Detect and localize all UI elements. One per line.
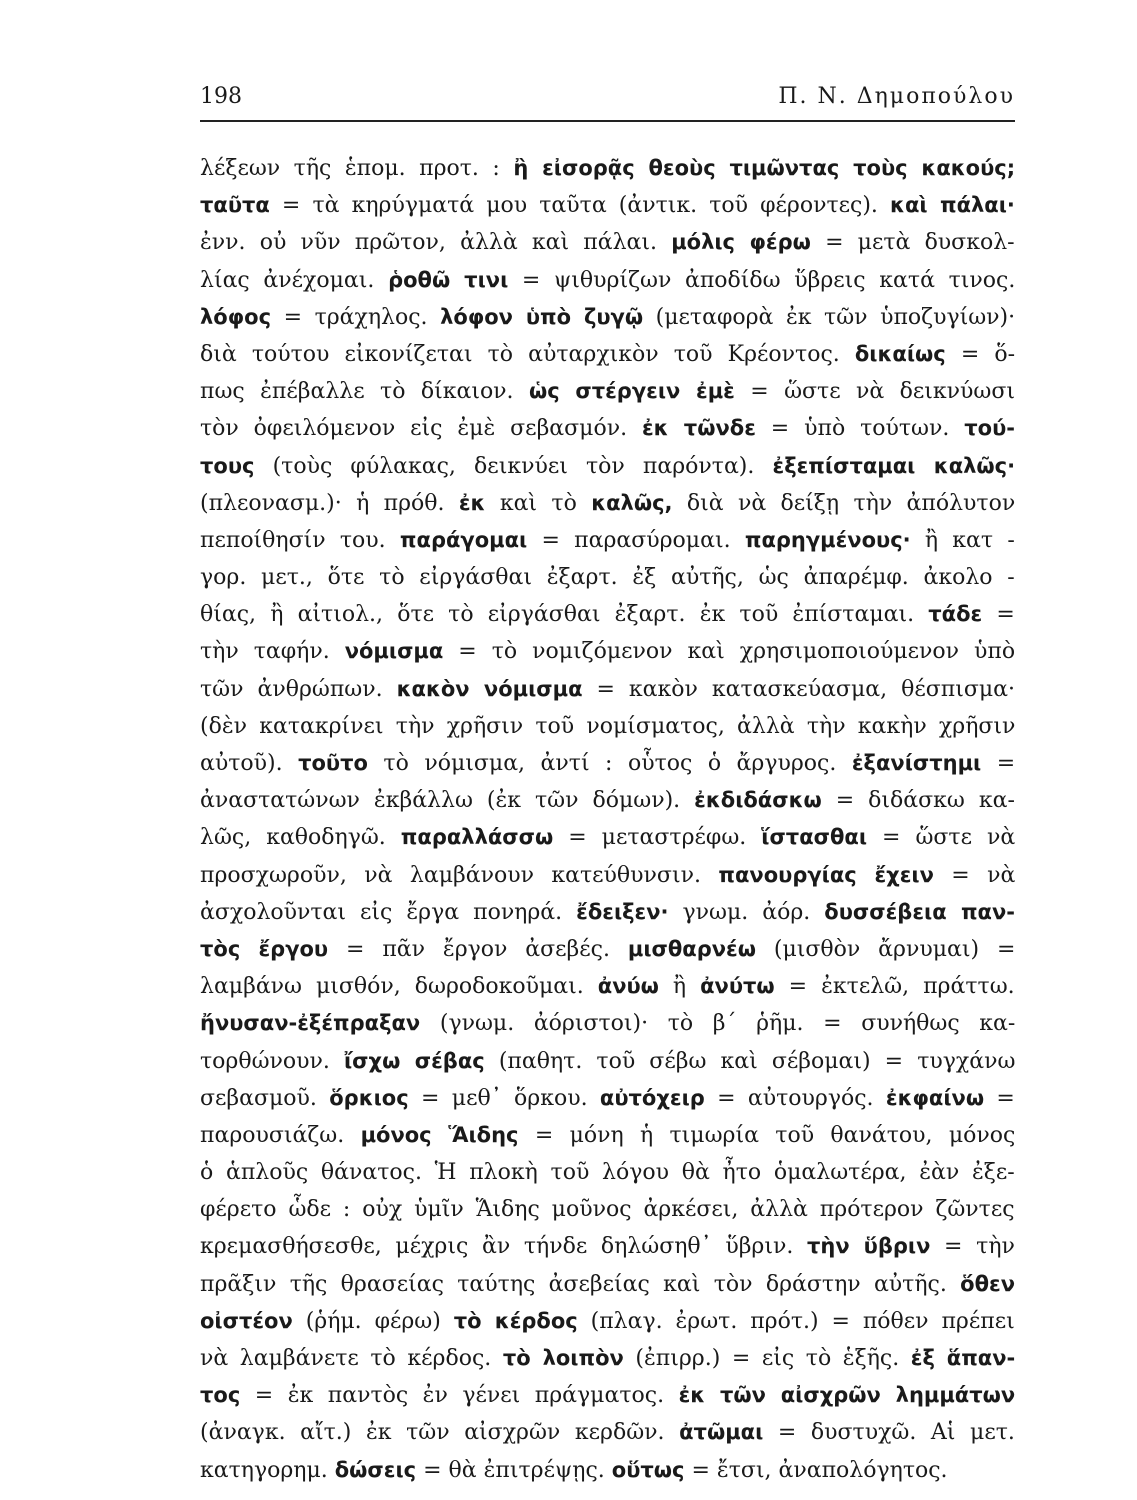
gloss-text: πρᾶξιν τῆς θρασείας ταύτης ἀσεβείας καὶ τὸν δράστην αὐτῆς.: [200, 1271, 961, 1297]
lemma-term: τὴν ὕβριν: [807, 1234, 931, 1259]
lemma-term: ἢ εἰσορᾷς θεοὺς τιμῶντας τοὺς κακούς;: [513, 156, 1016, 180]
text-line: [200, 1080, 1020, 1117]
gloss-text: = τὸ νομιζόμενον καὶ χρησιμοποιούμενον ὑπὸ: [443, 639, 1016, 665]
lemma-term: ταῦτα: [200, 193, 270, 218]
gloss-text: αὐτοῦ).: [200, 751, 299, 776]
text-line: [200, 1117, 1020, 1154]
gloss-text: ἐνν. οὐ νῦν πρῶτον, ἀλλὰ καὶ πάλαι.: [200, 230, 672, 256]
lemma-term: λόφον ὑπὸ ζυγῷ: [440, 304, 644, 329]
text-line: [200, 336, 1020, 373]
lemma-term: παρηγμένους·: [744, 527, 911, 552]
text-line: [200, 1191, 1020, 1228]
gloss-text: (γνωμ. ἀόριστοι)· τὸ β΄ ῥῆμ. = συνήθως κα-: [420, 1011, 1016, 1037]
gloss-text: (τοὺς φύλακας, δεικνύει τὸν παρόντα).: [254, 453, 773, 479]
gloss-text: = ὥστε νὰ δεικνύωσι: [734, 379, 1015, 405]
gloss-text: λέξεων τῆς ἑπομ. προτ. :: [200, 156, 514, 181]
gloss-text: (δὲν κατακρίνει τὴν χρῆσιν τοῦ νομίσματος, ἀλλὰ τὴν κακὴν χρῆσιν: [200, 713, 1016, 739]
lemma-term: μισθαρνέω: [627, 936, 756, 961]
gloss-text: νὰ λαμβάνετε τὸ κέρδος.: [200, 1346, 503, 1371]
lemma-term: ἐκφαίνω: [885, 1085, 985, 1110]
gloss-text: = ἐκ παντὸς ἐν γένει πράγματος.: [240, 1383, 679, 1409]
gloss-text: = τὰ κηρύγματά μου ταῦτα (ἀντικ. τοῦ φέροντες).: [269, 193, 891, 219]
gloss-text: τὸ νόμισμα, ἀντί : οὗτος ὁ ἄργυρος.: [367, 751, 852, 776]
lemma-term: τοῦτο: [298, 751, 368, 775]
lemma-term: δικαίως: [854, 341, 946, 366]
lemma-term: μόλις φέρω: [671, 230, 811, 255]
gloss-text: (πλαγ. ἐρωτ. πρότ.) = πόθεν πρέπει: [577, 1308, 1015, 1334]
text-line: [200, 262, 1020, 299]
gloss-text: = αὐτουργός.: [704, 1085, 886, 1111]
lemma-term: δώσεις: [334, 1457, 417, 1482]
text-line: [200, 485, 1020, 522]
lemma-term: τὸ λοιπὸν: [502, 1346, 624, 1370]
header-rule: [200, 120, 1015, 122]
text-line: [200, 1005, 1020, 1042]
gloss-text: διὰ τούτου εἰκονίζεται τὸ αὐταρχικὸν τοῦ Κρέοντος.: [200, 341, 855, 367]
gloss-text: λαμβάνω μισθόν, δωροδοκοῦμαι.: [200, 974, 598, 1000]
text-line: [200, 373, 1020, 410]
text-line: [200, 559, 1020, 596]
gloss-text: γνωμ. ἀόρ.: [668, 899, 825, 925]
text-line: [200, 187, 1020, 224]
text-line: [200, 931, 1020, 968]
lemma-term: ἔδειξεν·: [576, 899, 669, 924]
gloss-text: πεποίθησίν του.: [200, 527, 400, 553]
gloss-text: καὶ τὸ: [485, 490, 592, 516]
gloss-text: = ὑπὸ τούτων.: [755, 416, 965, 442]
gloss-text: = μεταστρέφω.: [553, 825, 762, 851]
text-line: [200, 448, 1020, 485]
lemma-term: τάδε: [928, 602, 983, 627]
lemma-term: οὕτως: [611, 1457, 685, 1482]
lemma-term: κακὸν νόμισμα: [396, 676, 583, 701]
page-number: 198: [200, 84, 242, 109]
text-line: [200, 1414, 1020, 1451]
gloss-text: ὁ ἁπλοῦς θάνατος. Ἡ πλοκὴ τοῦ λόγου θὰ ἦτο ὁμαλωτέρα, ἐὰν ἐξε-: [200, 1160, 1015, 1186]
text-line: [200, 745, 1020, 782]
gloss-text: (παθητ. τοῦ σέβω καὶ σέβομαι) = τυγχάνω: [484, 1048, 1016, 1074]
gloss-text: = ὅ-: [945, 341, 1016, 367]
gloss-text: (ἐπιρρ.) = εἰς τὸ ἑξῆς.: [623, 1346, 911, 1371]
lemma-term: ἐκ τῶνδε: [641, 416, 756, 441]
lemma-term: ἤνυσαν-ἐξέπραξαν: [200, 1011, 421, 1036]
lemma-term: οἰστέον: [200, 1308, 293, 1333]
gloss-text: τὸν ὀφειλόμενον εἰς ἐμὲ σεβασμόν.: [200, 416, 642, 442]
text-line: [200, 968, 1020, 1005]
gloss-text: =: [982, 602, 1015, 628]
gloss-text: προσχωροῦν, νὰ λαμβάνουν κατεύθυνσιν.: [200, 862, 719, 888]
text-line: [200, 1043, 1020, 1080]
text-line: [200, 1377, 1020, 1414]
gloss-text: λίας ἀνέχομαι.: [200, 267, 389, 293]
text-line: [200, 633, 1020, 670]
gloss-text: = ὥστε νὰ: [867, 825, 1016, 851]
lemma-term: δυσσέβεια παν-: [824, 899, 1016, 924]
page-header: [200, 82, 1015, 114]
gloss-text: = κακὸν κατασκεύασμα, θέσπισμα·: [582, 676, 1016, 702]
gloss-text: τορθώνουν.: [200, 1048, 344, 1074]
lemma-term: ἐξεπίσταμαι καλῶς·: [772, 453, 1016, 478]
gloss-text: = τὴν: [930, 1234, 1015, 1260]
lemma-term: ἐκ τῶν αἰσχρῶν λημμάτων: [678, 1383, 1016, 1408]
lemma-term: ἴσχω σέβας: [344, 1048, 485, 1073]
gloss-text: διὰ νὰ δείξῃ τὴν ἀπόλυτον: [672, 490, 1016, 516]
lemma-term: ἐξ ἅπαν-: [910, 1346, 1016, 1370]
gloss-text: = παρασύρομαι.: [527, 527, 745, 553]
lemma-term: πανουργίας ἔχειν: [718, 862, 934, 887]
gloss-text: = ψιθυρίζων ἀποδίδω ὕβρεις κατά τινος.: [508, 267, 1016, 293]
text-line: [200, 819, 1020, 856]
lemma-term: καὶ πάλαι·: [890, 193, 1015, 218]
gloss-text: κρεμασθήσεσθε, μέχρις ἂν τήνδε δηλώσηθ᾽ ὕβριν.: [200, 1234, 808, 1260]
lemma-term: ὅρκιος: [329, 1085, 409, 1110]
gloss-text: λῶς, καθοδηγῶ.: [200, 825, 401, 851]
gloss-text: ἀναστατώνων ἐκβάλλω (ἐκ τῶν δόμων).: [200, 788, 695, 814]
gloss-text: = πᾶν ἔργον ἀσεβές.: [328, 936, 628, 962]
gloss-text: = δυστυχῶ. Αἱ μετ.: [763, 1420, 1015, 1446]
lemma-term: ὅθεν: [960, 1271, 1016, 1296]
gloss-text: (ῥήμ. φέρω): [292, 1308, 454, 1334]
gloss-text: ἢ κατ -: [910, 527, 1015, 553]
lemma-term: αὐτόχειρ: [599, 1085, 705, 1110]
gloss-text: (μισθὸν ἄρνυμαι) =: [756, 936, 1016, 962]
text-line: [200, 708, 1020, 745]
text-line: [200, 671, 1020, 708]
text-line: [200, 522, 1020, 559]
gloss-text: =: [981, 751, 1016, 776]
gloss-text: = μεθ᾽ ὅρκου.: [408, 1085, 600, 1111]
gloss-text: = μετὰ δυσκολ-: [810, 230, 1015, 256]
lemma-term: παράγομαι: [399, 527, 528, 552]
gloss-text: = νὰ: [933, 862, 1016, 888]
lemma-term: καλῶς,: [591, 490, 673, 515]
gloss-text: = θὰ ἐπιτρέψῃς.: [416, 1457, 612, 1483]
gloss-text: =: [984, 1085, 1015, 1111]
gloss-text: = διδάσκω κα-: [821, 788, 1015, 814]
gloss-text: παρουσιάζω.: [200, 1122, 361, 1148]
text-line: [200, 1452, 1020, 1489]
text-line: [200, 857, 1020, 894]
gloss-text: τῶν ἀνθρώπων.: [200, 676, 397, 702]
lemma-term: ἀνύω: [597, 974, 659, 999]
running-title: Π. Ν. Δημοπούλου: [778, 84, 1015, 109]
text-line: [200, 1303, 1020, 1340]
gloss-text: (πλεονασμ.)· ἡ πρόθ.: [200, 490, 459, 516]
gloss-text: κατηγορημ.: [200, 1457, 335, 1483]
lemma-term: λόφος: [200, 304, 272, 329]
gloss-text: ἢ: [658, 974, 701, 1000]
gloss-text: (μεταφορὰ ἐκ τῶν ὑποζυγίων)·: [643, 304, 1016, 330]
lemma-term: ἐξανίστημι: [851, 751, 982, 775]
gloss-text: τὴν ταφήν.: [200, 639, 345, 665]
text-line: [200, 1154, 1020, 1191]
lemma-term: τους: [200, 453, 255, 478]
lemma-term: νόμισμα: [344, 639, 444, 664]
gloss-text: πως ἐπέβαλλε τὸ δίκαιον.: [200, 379, 529, 405]
text-line: [200, 299, 1020, 336]
gloss-text: = τράχηλος.: [271, 304, 441, 330]
text-line: [200, 596, 1020, 633]
gloss-text: = ἐκτελῶ, πράττω.: [774, 974, 1015, 1000]
text-line: [200, 1340, 1020, 1377]
gloss-text: σεβασμοῦ.: [200, 1085, 330, 1111]
lemma-term: ὡς στέργειν ἐμὲ: [528, 379, 735, 404]
gloss-text: = ἔτσι, ἀναπολόγητος.: [684, 1457, 948, 1483]
text-line: [200, 1228, 1020, 1265]
lemma-term: ἀτῶμαι: [679, 1420, 764, 1445]
lemma-term: ἵστασθαι: [761, 825, 868, 850]
gloss-text: γορ. μετ., ὅτε τὸ εἰργάσθαι ἐξαρτ. ἐξ αὐτῆς, ὡς ἀπαρέμφ. ἀκολο -: [200, 565, 1015, 591]
gloss-text: ἀσχολοῦνται εἰς ἔργα πονηρά.: [200, 899, 577, 925]
text-line: [200, 150, 1020, 187]
text-line: [200, 1266, 1020, 1303]
lemma-term: τος: [200, 1383, 241, 1408]
lemma-term: ἐκδιδάσκω: [694, 788, 822, 813]
commentary-text: [200, 150, 1020, 1489]
gloss-text: = μόνη ἡ τιμωρία τοῦ θανάτου, μόνος: [518, 1122, 1016, 1148]
gloss-text: φέρετο ὧδε : οὐχ ὑμῖν Ἅιδης μοῦνος ἀρκέσει, ἀλλὰ πρότερον ζῶντες: [200, 1197, 1015, 1223]
lemma-term: τὸς ἔργου: [200, 936, 329, 961]
lemma-term: ἐκ: [458, 490, 486, 515]
text-line: [200, 410, 1020, 447]
lemma-term: τού-: [964, 416, 1015, 441]
lemma-term: παραλλάσσω: [400, 825, 554, 850]
lemma-term: μόνος Ἅιδης: [360, 1122, 519, 1147]
text-line: [200, 894, 1020, 931]
text-line: [200, 224, 1020, 261]
gloss-text: θίας, ἢ αἰτιολ., ὅτε τὸ εἰργάσθαι ἐξαρτ. ἐκ τοῦ ἐπίσταμαι.: [200, 602, 929, 628]
gloss-text: (ἀναγκ. αἴτ.) ἐκ τῶν αἰσχρῶν κερδῶν.: [200, 1420, 680, 1446]
lemma-term: ῥοθῶ τινι: [388, 267, 509, 292]
text-line: [200, 782, 1020, 819]
lemma-term: τὸ κέρδος: [453, 1308, 578, 1333]
lemma-term: ἀνύτω: [700, 974, 775, 999]
